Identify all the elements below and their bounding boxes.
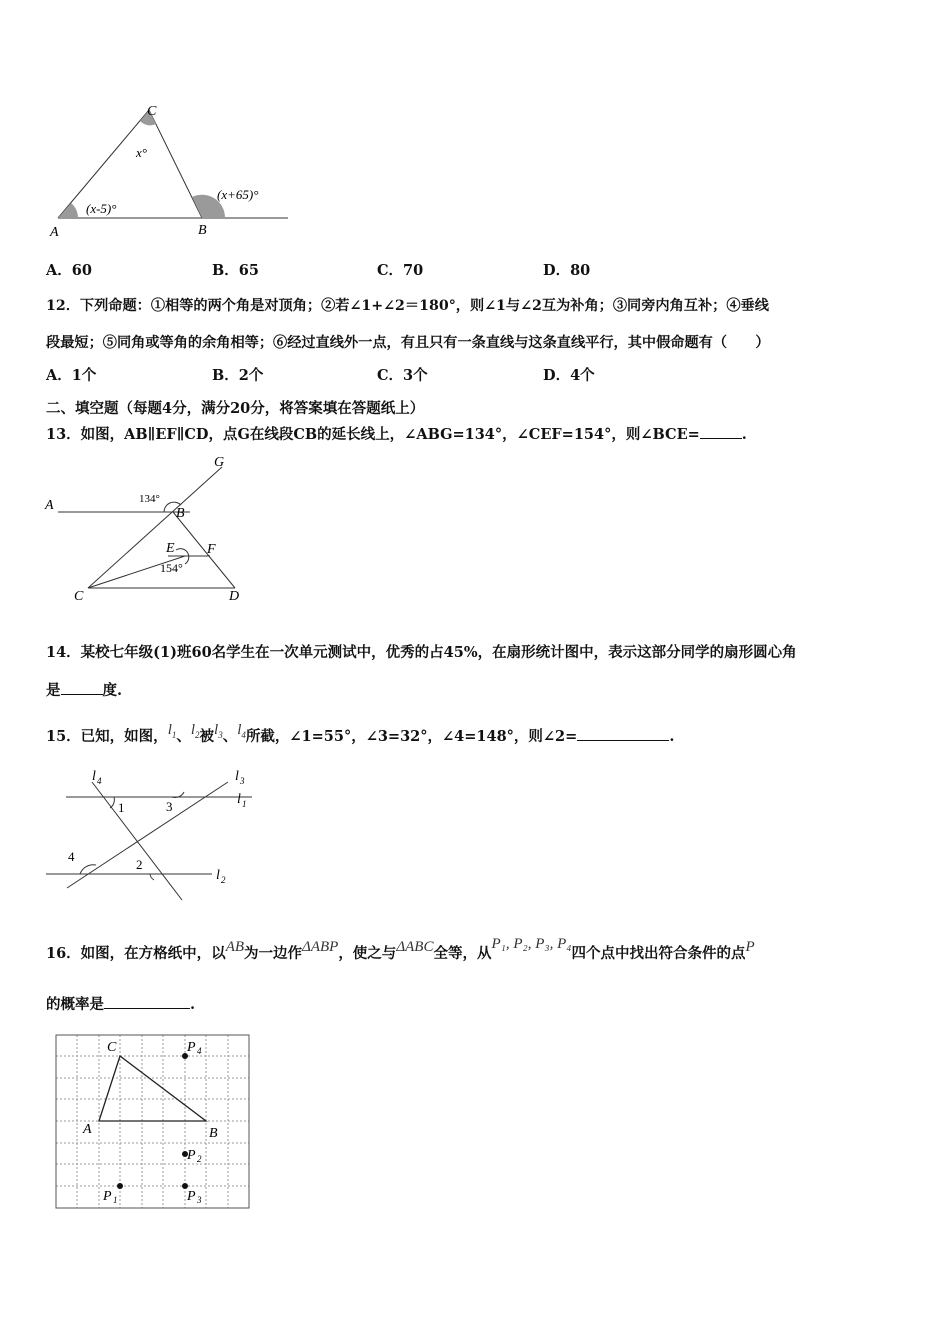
q11-option-c: C．70 xyxy=(377,262,424,279)
label-a: A xyxy=(50,225,59,240)
q14-suffix: 度. xyxy=(102,682,123,699)
q14-line1: 14．某校七年级(1)班60名学生在一次单元测试中，优秀的占45%，在扇形统计图中，表示这部分同学的扇形圆心角 xyxy=(46,644,797,661)
parallel-lines-figure-q13 xyxy=(40,450,260,610)
label-angle-b: (x+65)° xyxy=(217,187,259,202)
label-angle-a: (x-5)° xyxy=(86,201,117,216)
q15-l4-sub: 4 xyxy=(241,730,246,740)
label-l2: l xyxy=(216,868,220,883)
q15-bei: 被 xyxy=(199,728,215,745)
label-p3: P xyxy=(187,1189,196,1204)
label-c: C xyxy=(147,104,157,119)
label-p2-sub: 2 xyxy=(197,1154,202,1164)
triangle-figure-q11 xyxy=(40,95,300,245)
q16-prefix2: 的概率是 xyxy=(46,996,104,1013)
angle-1: 1 xyxy=(118,800,125,815)
q15-l2-sub: 2 xyxy=(195,730,200,740)
q14-answer-blank[interactable] xyxy=(61,680,103,695)
label-f: F xyxy=(207,542,216,557)
q16-abc: ΔABC xyxy=(396,939,434,955)
q15-sep2: 、 xyxy=(222,728,238,745)
label-d: D xyxy=(229,589,240,604)
q16-part4: 全等，从 xyxy=(433,945,492,962)
label-p4-sub: 4 xyxy=(197,1046,202,1056)
q12-option-d: D．4个 xyxy=(543,367,595,384)
angle-2: 2 xyxy=(136,857,143,872)
q11-option-d: D．80 xyxy=(543,262,591,279)
label-p1: P xyxy=(103,1189,112,1204)
q15-l2: l xyxy=(190,722,196,738)
q15-answer-blank[interactable] xyxy=(577,726,669,741)
q16-part5: 四个点中找出符合条件的点 xyxy=(571,945,746,962)
q12-option-b: B．2个 xyxy=(212,367,264,384)
q16-part3: ，使之与 xyxy=(338,945,397,962)
q15-text xyxy=(46,722,675,748)
label-l2-sub: 2 xyxy=(221,875,226,885)
label-p2: P xyxy=(187,1148,196,1163)
q14-prefix: 是 xyxy=(46,682,61,699)
q14-line2 xyxy=(46,680,122,701)
angle-4: 4 xyxy=(68,849,75,864)
q13-stem: 13．如图，AB∥EF∥CD，点G在线段CB的延长线上，∠ABG=134°，∠CEF=154°，则∠BCE= xyxy=(46,426,700,443)
section-heading: 二、填空题（每题4分，满分20分，将答案填在答题纸上） xyxy=(46,400,425,417)
q15-l3-sub: 3 xyxy=(218,730,223,740)
label-l4-sub: 4 xyxy=(97,776,102,786)
q11-option-b: B．65 xyxy=(212,262,259,279)
intersecting-lines-figure-q15 xyxy=(40,760,270,910)
q15-end: . xyxy=(669,728,675,745)
q15-l3: l xyxy=(214,722,219,738)
q13-end: . xyxy=(741,426,747,443)
q16-part2: 为一边作 xyxy=(244,945,303,962)
q15-stem: 所截，∠1=55°，∠3=32°，∠4=148°，则∠2= xyxy=(245,728,578,745)
label-c: C xyxy=(74,589,84,604)
label-a: A xyxy=(83,1122,92,1137)
q12-line2: 段最短；⑤同角或等角的余角相等；⑥经过直线外一点，有且只有一条直线与这条直线平行，其中假命题有（ ） xyxy=(46,335,770,351)
label-p1-sub: 1 xyxy=(113,1195,118,1205)
q13-text xyxy=(46,424,747,445)
angle-134: 134° xyxy=(139,493,160,505)
label-l3: l xyxy=(235,769,239,784)
q12-line1: 12．下列命题：①相等的两个角是对顶角；②若∠1+∠2＝180°，则∠1与∠2互为补角；③同旁内角互补；④垂线 xyxy=(46,298,769,314)
q16-points: P₁, P₂, P₃, P₄ xyxy=(491,936,572,952)
label-l1: l xyxy=(237,792,241,807)
angle-3: 3 xyxy=(166,799,173,814)
label-a: A xyxy=(45,498,54,513)
q15-l1-sub: 1 xyxy=(171,730,177,740)
q16-line2 xyxy=(46,994,195,1015)
label-e: E xyxy=(166,541,175,556)
label-l1-sub: 1 xyxy=(242,799,247,809)
q15-prefix: 15．已知，如图， xyxy=(46,728,168,745)
q16-prefix: 16．如图，在方格纸中，以 xyxy=(46,945,226,962)
q15-l1: l xyxy=(167,722,172,738)
label-l3-sub: 3 xyxy=(240,776,245,786)
q16-ab: AB xyxy=(225,939,245,955)
angle-154: 154° xyxy=(160,561,183,575)
q16-p: P xyxy=(745,939,755,955)
grid-figure-q16 xyxy=(50,1028,260,1218)
label-x: x° xyxy=(136,145,147,160)
q12-option-c: C．3个 xyxy=(377,367,428,384)
label-b: B xyxy=(176,506,185,521)
label-p4: P xyxy=(187,1040,196,1055)
label-l4: l xyxy=(92,769,96,784)
q16-end: . xyxy=(190,996,196,1013)
q16-answer-blank[interactable] xyxy=(104,994,190,1009)
q12-option-a: A．1个 xyxy=(46,367,97,384)
label-c: C xyxy=(107,1040,117,1055)
label-b: B xyxy=(209,1126,218,1141)
q11-option-a: A．60 xyxy=(46,262,92,279)
q16-abp: ΔABP xyxy=(302,939,339,955)
q16-line1 xyxy=(46,936,755,964)
q13-answer-blank[interactable] xyxy=(700,424,742,439)
label-g: G xyxy=(214,455,225,470)
label-p3-sub: 3 xyxy=(197,1195,202,1205)
q15-sep1: 、 xyxy=(176,728,191,745)
q15-l4: l xyxy=(237,722,242,738)
label-b: B xyxy=(198,223,207,238)
